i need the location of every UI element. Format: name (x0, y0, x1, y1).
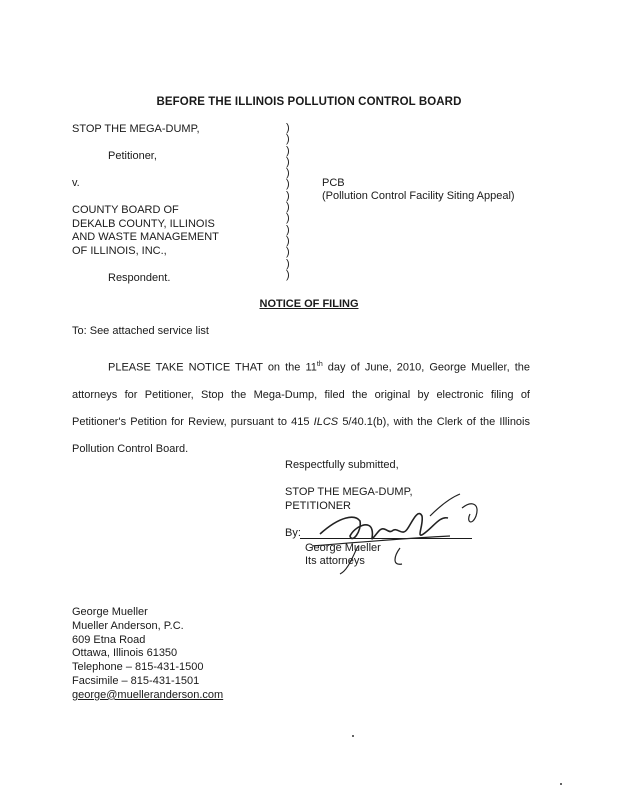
respondent-line: AND WASTE MANAGEMENT (72, 231, 219, 243)
respondent-role: Respondent. (108, 272, 171, 284)
scan-speck (560, 783, 562, 785)
respondent-name (72, 204, 219, 258)
email-link[interactable]: george@muelleranderson.com (72, 688, 224, 701)
respondent-line: OF ILLINOIS, INC., (72, 244, 167, 257)
to-line: To: See attached service list (72, 325, 209, 337)
contact-line: 609 Etna Road (72, 633, 146, 646)
closing-text: Respectfully submitted, (285, 459, 399, 471)
petitioner-role: Petitioner, (108, 150, 157, 162)
petitioner-name: STOP THE MEGA-DUMP, (72, 123, 200, 135)
contact-line: Ottawa, Illinois 61350 (72, 647, 178, 660)
signer-role: Its attorneys (305, 555, 365, 567)
versus-label: v. (72, 177, 80, 189)
contact-line: Mueller Anderson, P.C. (72, 619, 184, 632)
by-label: By: (285, 527, 301, 539)
respondent-line: DEKALB COUNTY, ILLINOIS (72, 217, 215, 230)
caption-parenthesis-column: ) ) ) ) ) ) ) ) ) ) ) ) ) ) (286, 122, 290, 281)
contact-line: George Mueller (72, 606, 148, 618)
contact-line: Facsimile – 815-431-1501 (72, 674, 200, 687)
case-label: PCB (322, 177, 345, 189)
scan-speck (352, 735, 354, 737)
contact-block (72, 606, 223, 703)
signature-org: STOP THE MEGA-DUMP, PETITIONER (285, 486, 413, 512)
signer-name: George Mueller (305, 542, 381, 554)
notice-title: NOTICE OF FILING (259, 298, 359, 310)
document-title: BEFORE THE ILLINOIS POLLUTION CONTROL BOARD (156, 96, 462, 108)
notice-body: PLEASE TAKE NOTICE THAT on the 11th day of June, 2010, George Mueller, the attorneys for Petitioner, Stop the Mega-Dump, filed the original by electronic filing of Petitioner's Petition for Review, pursuant to 415 ILCS 5/40.1(b), with the Clerk of the Illinois Pollution Control Board. (72, 361, 530, 455)
respondent-line: COUNTY BOARD OF (72, 204, 179, 216)
case-type: (Pollution Control Facility Siting Appeal) (322, 190, 515, 202)
contact-line: Telephone – 815-431-1500 (72, 661, 204, 674)
